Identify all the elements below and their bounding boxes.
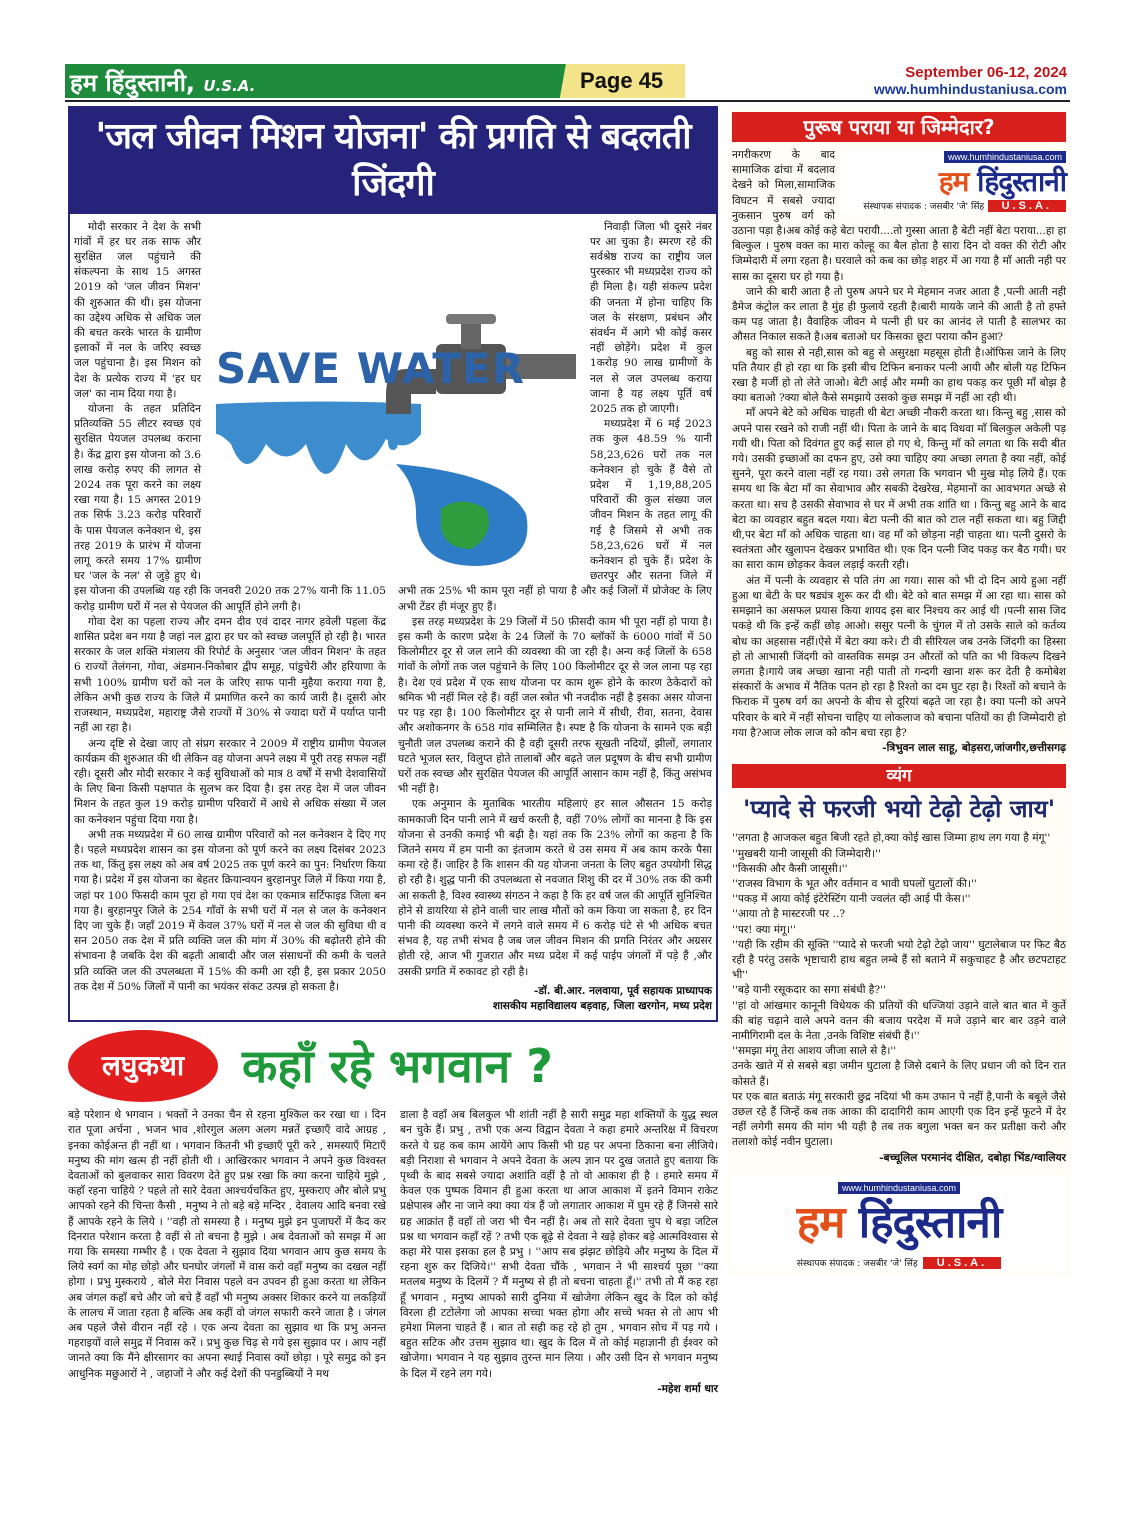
left-section bbox=[68, 106, 718, 1397]
paragraph: ''यही कि रहीम की सूक्ति ''प्यादे से फरजी भयो टेढ़ो टेढ़ो जाय'' घुटालेबाज पर फिट बैठ रही है परंतु उसके भृष्टाचारी हाथ बहुत लम्बे हैं सो बताने में सकुचाहट है और छटपटाहट भी'' bbox=[732, 938, 1066, 982]
logo-url: www.humhindustaniusa.com bbox=[944, 151, 1066, 163]
logo-word-1: हम bbox=[796, 1196, 859, 1248]
short-story-header bbox=[68, 1030, 718, 1102]
byline-name: -डॉ. बी.आर. नलवाया, पूर्व सहायक प्राध्यापक bbox=[533, 984, 712, 997]
paragraph: पर एक बात बताऊं मंगू सरकारी छुद्र नदियां भी कम उफान पे नहीं है,पानी के बबूले जैसे उछल रहे हैं जिन्हें कब तक आका की दादागिरी काम आएगी एक दिन इन्हें फूटने में देर नहीं लगेगी समय की मांग भी यही है तब तक बगुला भक्त बन कर प्रतीक्षा करो और तलाशो कोई नवीन घुटाला। bbox=[732, 1090, 1066, 1149]
paragraph: ''हां वो आंखमार कानूनी विधेयक की प्रतियों की धज्जियां उड़ाने वाले बात बात में कुर्ते की बांह चढ़ाने वाले अपने वतन की बजाय परदेश में मजे उड़ाने बार बार उड़ने वाले नामीगिरामी दल के नेता ,उनके विशिष्ट संबंधी हैं।'' bbox=[732, 999, 1066, 1042]
satire-label: व्यंग bbox=[732, 764, 1066, 788]
satire-author: -बच्चूलिल परमानंद दीक्षित, दबोहा भिंड/ग्वालियर bbox=[879, 1151, 1066, 1164]
paragraph: ''मुखबरी यानी जासूसी की जिम्मेदारी।'' bbox=[732, 847, 881, 860]
paragraph: ''पर! क्या मंगू।'' bbox=[732, 923, 796, 936]
logo-founder: संस्थापक संपादक : जसबीर 'जे' सिंह bbox=[863, 202, 985, 213]
page-number: Page 45 bbox=[580, 68, 664, 93]
paragraph: बहु को सास से नही,सास को बहु से असुरक्षा महसूस होती है।ऑफिस जाने के लिए पति तैयार ही हो रहा था कि इसी बीच टिफिन बनाकर पत्नी आयी और बोली यह टिफिन रखा है मर्जी हो तो लेते जाओ। बेटी आई और मम्मी का हाथ पकड़ कर पूछी माँ बोझ है क्या बताओ ?क्या बोले कैसे समझाये उसको कुछ समझ में नहीं आ रही थी। bbox=[732, 346, 1066, 405]
paragraph: निवाड़ी जिला भी दूसरे नंबर पर आ चुका है। स्मरण रहे की सर्वश्रेष्ठ राज्य का राष्ट्रीय जल पुरस्कार भी मध्यप्रदेश राज्य को ही मिला है। यही संकल्प प्रदेश की जनता में होना चाहिए कि जल के संरक्षण, प्रबंधन और संवर्धन में आगे भी कोई कसर नहीं छोड़ेंगे। प्रदेश में कुल 1करोड़ 90 लाख ग्रामीणों के नल से जल उपलब्ध कराया जाना है यह लक्ष्य पूर्ति वर्ष 2025 तक हो जाएगी। bbox=[590, 220, 712, 416]
issue-date: September 06-12, 2024 bbox=[905, 64, 1067, 81]
paper-name: हम हिंदुस्तानी, bbox=[70, 69, 196, 97]
paragraph: माँ अपने बेटे को अधिक चाहती थी बेटा अच्छी नौकरी करता था। किन्तु बहु ,सास को अपने पास रखने को राजी नहीं थी। पिता के जाने के बाद विधवा माँ बिलकुल अकेली पड़ गयी थी। पिता को दिवंगत हुए कई साल हो गए थे, किन्तु माँ को लगता था कि सदी बीत गये। उसकी इच्छाओं का दफन हुए, उसे क्या चाहिए क्या अच्छा लगता है क्या नहीं, कोई सुनने, पूरा करने वाला नहीं रह गया। उसे लगता कि भगवान भी मुख मोड़ लिये हैं। एक समय था कि बेटा माँ का सेवाभाव और सबकी देखरेख, मेहमानों का आवभगत अच्छे से करता था। सच है उसकी सेवाभाव से घर में अभी तक शांति था । किन्तु बहु आने के बाद बेटा का व्यवहार बहुत बदल गया। बेटा पत्नी की बात को टाल नहीं सकता था। बहु जिद्दी थी,पर बेटा माँ को अधिक चाहता था। वह माँ को छोड़ना नही चाहता था। पत्नी दुसरो के स्वतंत्रता और खुलापन देखकर प्रभावित थी। एक दिन पत्नी जिद पकड़ कर बैठ गयी। घर का सारा काम छोड़कर केवल लड़ाई करती रही। bbox=[732, 407, 1066, 572]
logo-word-1: हम bbox=[938, 165, 978, 199]
short-story-column-2 bbox=[400, 1108, 718, 1397]
paragraph: इस तरह मध्यप्रदेश के 29 जिलों में 50 फ़ीसदी काम भी पूरा नहीं हो पाया है। इस कमी के कारण प्रदेश के 24 जिलों के 70 ब्लॉकों के 6000 गांवों में 50 किलोमीटर दूर से जल लाने की व्यवस्था की जा रही है। अन्य कई जिलों के 658 गांवों के लोगों तक जल पहुंचाने के लिए 100 किलोमीटर दूर से जल लाना पड़ रहा है। देश एवं प्रदेश में एक साथ योजना पर काम शुरू होने के कारण ठेकेदारों को श्रमिक भी नहीं मिल रहे हैं। वहीं जल स्त्रोत भी नजदीक नहीं है इसका असर योजना पर पड़ रहा है। 100 किलोमीटर दूर से पानी लाने में सीधी, रीवा, सतना, देवास और अशोकनगर के 658 गांव सम्मिलित है। स्पष्ट है कि योजना के सामने एक बड़ी चुनौती जल उपलब्ध कराने की है वही दूसरी तरफ सूखती नदियों, झीलों, लगातार घटते भूजल स्तर, विलुप्त होते तालाबों और बढ़ते जल प्रदूषण के बीच सभी ग्रामीण घरों तक स्वच्छ और सुरक्षित पेयजल की आपूर्ति आसान काम नहीं है, किंतु असंभव भी नहीं है। bbox=[398, 615, 712, 796]
article-frame bbox=[68, 106, 718, 1022]
logo-word-2: हिंदुस्तानी bbox=[977, 165, 1066, 199]
short-story-column-1 bbox=[68, 1108, 386, 1397]
paragraph: ''आया तो है मास्टरजी पर ..? bbox=[732, 908, 846, 921]
paper-logo-large bbox=[732, 1176, 1066, 1270]
right-column bbox=[728, 106, 1070, 1276]
paragraph: ''पकड़ में आया कोई इंटेरेस्टिंग यानी ज्वलंत व्ही आई पी केस।'' bbox=[732, 893, 971, 906]
paragraph: डाला है वहाँ अब बिलकुल भी शांती नहीं है सारी समुद्र महा शक्तियों के युद्ध स्थल बन चुके हैं। प्रभु , तभी एक अन्य विद्वान देवता ने कहा हमारे अन्तरिक्ष में विचरण करते ये ग्रह कब काम आयेंगे आप किसी भी ग्रह पर अपना ठिकाना बना लीजिये। बड़ी निराशा से भगवान ने अपने देवता के अल्प ज्ञान पर दुख जताते हुए बताया कि पृथ्वी के बाद सबसे ज्यादा अशांति वहीं है तो वो आकाश ही है । हमारे समय में केवल एक पुष्पक विमान ही हुआ करता था आज आकाश में इतने विमान राकेट प्रक्षेपास्त्र और ना जाने क्या क्या यंत्र हैं जो लगातार आकाश में घुम रहे हैं जिनसे सारे ग्रह आक्रांत हैं वहाँ तो जरा भी चैन नहीं है। अब तो सारे देवता चुप थे बड़ा जटिल प्रश्न था भगवान कहाँ रहें ? तभी एक बूढ़े से देवता ने खड़े होकर बड़े आत्मविश्वास से कहा मेरे पास इसका हल है प्रभु । ''आप सब झंझट छोड़िये और मनुष्य के दिल में रहना शुरु कर दिजिये।'' सभी देवता चौंके , भगवान ने भी साश्चर्य पूछा ''क्या मतलब मनुष्य के दिलमें ? मैं मनुष्य से ही तो बचना चाहता हूँ।'' तभी तो मैं कह रहा हूँ भगवान , मनुष्य आपको सारी दुनिया में खोजेगा लेकिन खुद के दिल को कोई विरला ही टटोलेगा जो आपका सच्चा भक्त होगा और सच्चे भक्त से तो आप भी हमेशा मिलना चाहते हैं । बात तो सही कह रहे हो तुम , भगवान सोच में पड़ गये । बहुत सटिक और उत्तम सुझाव था। खुद के दिल में तो कोई महाज्ञानी ही ईश्वर को खोजेगा। भगवान ने यह सुझाव तुरन्त मान लिया । और उसी दिन से भगवान मनुष्य के दिल में रहने लग गये। bbox=[400, 1109, 718, 1380]
opinion-headline: पुरूष पराया या जिम्मेदार? bbox=[732, 112, 1066, 142]
paragraph: अंत में पत्नी के व्यवहार से पति तंग आ गया। सास को भी दो दिन आये हुआ नहीं हुआ था बेटी के घर षड्यंत्र शुरू कर दी थी। बेटे को बात समझ में आ रहा था। सास को समझाने का असफल प्रयास किया शायद इस बार निश्चय कर आई थी ।पत्नी सास जिद पकड़े थी कि इन्हें कहीं छोड़ आओ। ससुर पत्नी के चुंगल में तो उसके साले को कर्तव्य बोध का अहसास नहीं।ऐसे में बेटा क्या करे। टी वी सीरियल जब उनके जिंदगी का हिस्सा हो तो आभासी जिंदगी को वास्तविक समझ उन औरतों को पति का भी विकल्प दिखने लगता है।गाये जब अच्छा खाना नही पाती तो गन्दगी खाना शरू कर देती है कमोबेश संस्कारों के अभाव में नैतिक पतन हो रहा है रिश्तो का दम घुट रहा है। रिश्तों को बचाने के फिराक में पुरुष वर्ग का अपनो के बीच से दूरियां बढ़ते जा रहा है। क्या पत्नी को अपने परिवार के बारे में नहीं सोचना चाहिए या लोकलाज को बचाना पतियों का ही जिम्मेदारी हो गया है?आज लोक लाज को कौन बचा रहा है? bbox=[732, 574, 1066, 739]
paragraph: एक अनुमान के मुताबिक भारतीय महिलाएं हर साल औसतन 15 करोड़ कामकाजी दिन पानी लाने में खर्च करती है, वहीं 70% लोगों का मानना है कि इस योजना से उनकी कमाई भी बढ़ी है। यहां तक कि 23% लोगों का कहना है कि जितने समय में हम पानी का इंतजाम करते थे उस समय में अब काम करके पैसा कमा रहे हैं। जाहिर है कि शासन की यह योजना जनता के लिए बहुत उपयोगी सिद्ध हो रही है। शुद्ध पानी की उपलब्धता से नवजात शिशु की दर में 30% तक की कमी आ सकती है, विश्व स्वास्थ्य संगठन ने कहा है कि हर वर्ष जल की आपूर्ति सुनिश्चित होने से डायरिया से होने वाली चार लाख मौतों को कम किया जा सकता है, हर दिन पानी की व्यवस्था करने में लगने वाले समय में 6 करोड़ घंटे से भी अधिक बचत संभव है, यह तभी संभव है जब जल जीवन मिशन की प्रगति निरंतर और अग्रसर होती रहे, आज भी गुजरात और मध्य प्रदेश में कई पाईप जंगलों में पड़े हैं ,और उसकी प्रगति में रुकावट हो रही है। bbox=[398, 798, 712, 978]
short-story-author: -महेश शर्मा धार bbox=[657, 1382, 718, 1395]
short-story-headline: कहाँ रहे भगवान ? bbox=[242, 1038, 553, 1093]
paragraph: मोदी सरकार ने देश के सभी गांवों में हर घर तक साफ और सुरक्षित जल पहुंचाने की संकल्पना के साथ 15 अगस्त 2019 को 'जल जीवन मिशन' की शुरुआत की थी। इस योजना का उद्देश्य अधिक से अधिक जल की बचत करके भारत के ग्रामीण इलाकों में नल के जरिए स्वच्छ जल पहुंचाना है। इस मिशन को देश के प्रत्येक राज्य में 'हर घर जल' का नाम दिया गया है। bbox=[74, 220, 201, 400]
opinion-author: -त्रिभुवन लाल साहू, बोड़सरा,जांजगीर,छत्तीसगढ़ bbox=[882, 741, 1066, 754]
paper-logo bbox=[841, 150, 1066, 214]
paragraph: ''किसकी और कैसी जासूसी।'' bbox=[732, 862, 848, 875]
article-headline: 'जल जीवन मिशन योजना' की प्रगति से बदलती जिंदगी bbox=[70, 108, 716, 214]
paragraph: ''राजस्व विभाग के भूत और वर्तमान व भावी घपलों घुटालों की।'' bbox=[732, 877, 977, 890]
short-story-columns bbox=[68, 1108, 718, 1397]
paragraph: अन्य दृष्टि से देखा जाए तो संप्रग सरकार ने 2009 में राष्ट्रीय ग्रामीण पेयजल कार्यक्रम की शुरुआत की थी लेकिन वह योजना अपने लक्ष्य में पूरी तरह सफल नहीं रही। दूसरी और मोदी सरकार ने कई सुविधाओं को मात्र 8 वर्षों में सभी देशवासियों के लिए बिना किसी पक्षपात के सुलभ कर दिया है। इस तरह देश में जल जीवन मिशन के तहत कुल 19 करोड़ ग्रामीण परिवारों में आधे से अधिक संख्या में जल का कनेक्शन पहुंचा दिया गया है। bbox=[74, 737, 386, 826]
byline-affiliation: शासकीय महाविद्यालय बड़वाह, जिला खरगोन, मध्य प्रदेश bbox=[492, 999, 712, 1012]
short-story-label: लघुकथा bbox=[68, 1030, 218, 1102]
paragraph: जाने की बारी आता है तो पुरुष अपने घर मे मेहमान नजर आता है ,पत्नी आती नही डैमेज कंट्रोल कर लाता है मुंह ही फुलाये रहती है।बारी मायके जाने की आती है तो हफ्ते कम पड़ जाता है। वैवाहिक जीवन मे पत्नी ही घर का आनंद ले पाती है सालभर का औसत निकाल सकते है।अब बताओ घर किसका छूटा पराया कौन हुआ? bbox=[732, 285, 1066, 344]
logo-usa: U.S.A. bbox=[923, 1257, 1001, 1269]
paper-usa: U.S.A. bbox=[203, 77, 256, 95]
logo-usa: U.S.A. bbox=[988, 200, 1066, 212]
save-water-text: SAVE WATER bbox=[216, 343, 526, 393]
article-columns bbox=[70, 214, 716, 1015]
article-byline bbox=[398, 984, 712, 1014]
short-story-section bbox=[68, 1030, 718, 1397]
paragraph: उनके खाते में से सबसे बड़ा जमीन घुटाला है जिसे दबाने के लिए प्रधान जी को दिन रात कोसते हैं। bbox=[732, 1060, 1066, 1088]
paragraph: अभी तक मध्यप्रदेश में 60 लाख ग्रामीण परिवारों को नल कनेक्शन दे दिए गए है। पहले मध्यप्रदेश शासन का इस योजना को पूर्ण करने का लक्ष्य दिसंबर 2023 तक था, किंतु इस लक्ष्य को अब वर्ष 2025 तक पूर्ण करने का पुन: निर्धारण किया गया है। प्रदेश में इस योजना का बेहतर क्रियान्वयन बुरहानपुर जिले में किया गया है, जहां पर 100 फिसदी काम पूरा हो गया एवं देश का एकमात्र सर्टिफाइड जिला बन गया है। बुरहानपुर जिले के 254 गाँवों के सभी घरों में नल से जल के कनेक्शन दिए जा चुके हैं। जहाँ 2019 में केवल 37% घरों में नल से जल की सुविधा थी व सन 2050 तक देश में प्रति व्यक्ति जल की मांग में 30% की बढ़ोतरी होने की संभावना है जबकि देश की बढ़ती आबादी और जल संसाधनों की कमी के चलते प्रति व्यक्ति जल की उपलब्धता में 15% की कमी आ रही है, इस प्रकार 2050 तक देश में 50% जिलों में पानी का भयंकर संकट उत्पन्न हो सकता है। bbox=[74, 828, 386, 993]
paragraph: गोवा देश का पहला राज्य और दमन दीव एवं दादर नागर हवेली पहला केंद्र शासित प्रदेश बन गया है जहां नल द्वारा हर घर को स्वच्छ जलपूर्ति हो रही है। भारत सरकार के जल शक्ति मंत्रालय की रिपोर्ट के अनुसार 'जल जीवन मिशन' के तहत 6 राज्यों तेलंगना, गोवा, अंडमान-निकोबार द्वीप समूह, पांडुचेरी और हरियाणा के सभी 100% ग्रामीण घरों को नल के जरिए साफ पानी मुहैया कराया गया है, लेकिन अभी कुछ राज्य के जिले में प्रमाणित करने का कार्य जारी है। दूसरी ओर राजस्थान, मध्यप्रदेश, महाराष्ट्र जैसे राज्यों में 30% से ज्यादा घरों में पर्याप्त पानी नहीं आ रहा है। bbox=[74, 615, 386, 735]
paragraph: बड़े परेशान थे भगवान । भक्तों ने उनका चैन से रहना मुश्किल कर रखा था । दिन रात पूजा अर्चना , भजन भाव ,शोरगुल अलग अलग मन्नतें इच्छाएँ वादे आग्रह , इनका कोईअन्त ही नहीं था । भगवान कितनी भी इच्छाएँ पूरी करे , समस्याएँ मिटाएँ मनुष्य की मांग खत्म ही नहीं होती थी । आखिरकार भगवान ने अपने कुछ विश्वस्त देवताओं को बुलवाकर सारा विवरण देते हुए प्रश्न रखा कि क्या करना चाहिये मुझे , कहाँ रहना चाहिये ? पहले तो सारे देवता आश्चर्यचकित हुए, मुस्कराए और बोले प्रभु आपको रहने की चिन्ता कैसी , मनुष्य ने तो बड़े बड़े मन्दिर , देवालय आदि बनवा रखे हैं आपके रहने के लिये । ''वही तो समस्या है । मनुष्य मुझे इन पुजाघरों में कैद कर दिनरात परेशान करता है वहीं से तो बचना है मुझे । अब देवताओं को समझ में आ गया कि समस्या गम्भीर है । एक देवता ने सुझाव दिया भगवान आप कुछ समय के लिये स्वर्ग का मोह छोड़ो और घनघोर जंगलों में वास करो वहाँ मनुष्य का दखल नहीं होगा । प्रभु मुस्कराये , बोले मेरा निवास पहले वन उपवन ही हुआ करता था लेकिन अब जंगल कहाँ बचे और जो बचे हैं वहाँ भी मनुष्य अक्सर शिकार करने या लकड़ियों के लालच में जाता रहता है बल्कि अब कहीं वो जंगल सफारी करने जाता है । जंगल अब पहले जैसे वीरान नहीं रहे । एक अन्य देवता का सुझाव था कि प्रभु अनन्त गहराइयों वाले समुद्र में निवास करें । प्रभु कुछ चिढ़ से गये इस सुझाव पर । आप नहीं जानते क्या कि मैंने क्षीरसागर का अपना स्थाई निवास क्यों छोड़ा । पूरे समुद्र को इन आधुनिक मछुआरों ने , जहाजों ने और कई देशों की पनडुब्बियों ने मथ bbox=[68, 1109, 386, 1380]
paragraph: ''बड़े यानी रसूकदार का सगा संबंधी है?'' bbox=[732, 984, 886, 997]
logo-founder: संस्थापक संपादक : जसबीर 'जे' सिंह bbox=[796, 1258, 918, 1269]
satire-body bbox=[732, 831, 1066, 1165]
header-divider bbox=[65, 100, 1070, 102]
paragraph: नगरीकरण के बाद सामाजिक ढांचा में बदलाव देखने को मिला,सामाजिक विघटन में सबसे ज्यादा नुकसान पुरुष वर्ग को उठाना पड़ा है।अब कोई कहे बेटा परायी....तो गुस्सा आता है बेटी नहीं बेटा पराया...हा हा बिल्कुल । पुरुष वक्त का मारा कोल्हू का बैल होता है सारा दिन दो वक्त की रोटी और जिम्मेदारी में लगा रहता है। घरवाले को कब का छोड़ शहर में आ गया है माँ आती नही पर सास का दूसरा घर हो गया है। bbox=[732, 149, 1066, 283]
paragraph: ''समझा मंगू तेरा आशय जीजा साले से है।'' bbox=[732, 1045, 897, 1058]
paragraph: मध्यप्रदेश में 6 मई 2023 तक कुल 48.59 % यानी 58,23,626 घरों तक नल कनेक्शन हो चुके हैं वैसे तो प्रदेश में 1,19,88,205 परिवारों की कुल संख्या जल जीवन मिशन के तहत लागू की गई है जिसमे से अभी तक 58,23,626 घरों में नल कनेक्शन हो चुके हैं। प्रदेश के छतरपुर और सतना जिले में अभी तक 25% भी काम पूरा नहीं हो पाया है और कई जिलों में प्रोजेक्ट के लिए अभी टेंडर ही मंजूर हुए हैं। bbox=[398, 418, 712, 613]
logo-url: www.humhindustaniusa.com bbox=[838, 1182, 960, 1194]
website-link[interactable]: www.humhindustaniusa.com bbox=[873, 81, 1067, 97]
opinion-body bbox=[732, 148, 1066, 756]
satire-headline: 'प्यादे से फरजी भयो टेढ़ो टेढ़ो जाय' bbox=[742, 795, 1056, 824]
paragraph: ''लगता है आजकल बहुत बिजी रहते हो,क्या कोई खास जिम्मा हाथ लग गया है मंगू'' bbox=[732, 832, 1051, 845]
paragraph: योजना के तहत प्रतिदिन प्रतिव्यक्ति 55 लीटर स्वच्छ एवं सुरक्षित पेयजल उपलब्ध कराना है। केंद्र द्वारा इस योजना को 3.6 लाख करोड़ रुपए की लागत से 2024 तक पूरा करने का लक्ष्य रखा गया है। 15 अगस्त 2019 तक सिर्फ 3.23 करोड़ परिवारों के पास पेयजल कनेक्शन थे, इस तरह 2019 के प्रारंभ में योजना लागू करते समय 17% ग्रामीण घर 'जल के नल' से जुड़े हुए थे। इस योजना की उपलब्धि यह रही कि जनवरी 2020 तक 27% यानी कि 11.05 करोड़ ग्रामीण घरों में नल से पेयजल की आपूर्ति होने लगी है। bbox=[74, 403, 386, 613]
logo-word-2: हिंदुस्तानी bbox=[858, 1196, 1002, 1248]
masthead-title bbox=[70, 66, 255, 99]
save-water-illustration bbox=[206, 304, 586, 572]
